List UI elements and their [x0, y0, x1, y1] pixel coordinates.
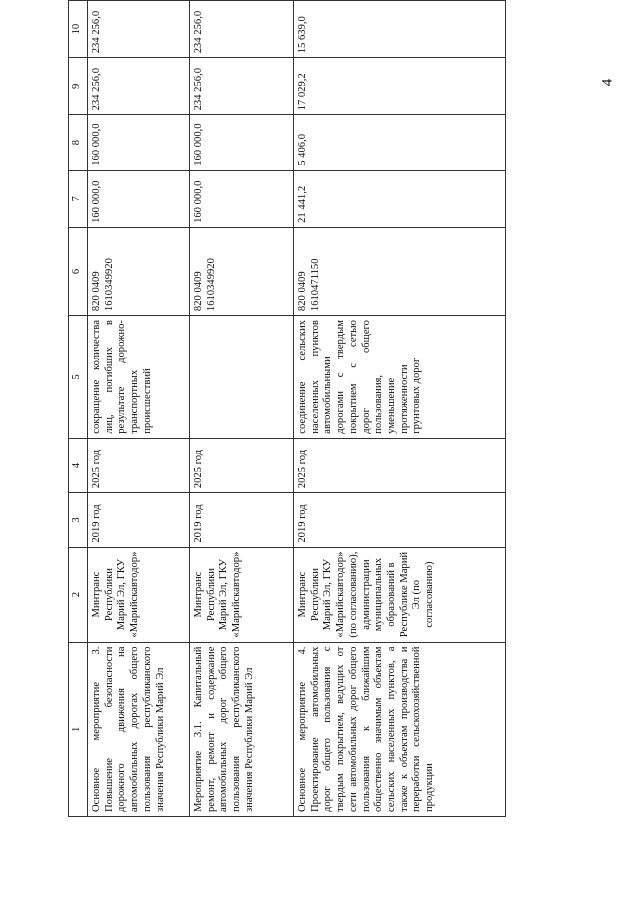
- cell-start-year: 2019 год: [88, 493, 190, 547]
- col-header-6: 6: [69, 227, 88, 315]
- cell-end-year: 2025 год: [88, 438, 190, 492]
- cell-result: соединение сельских населенных пунктов автомобильными дорогами с твердым покрытием с сетью дорог общего пользования, уменьшение протяженности грунтовых дорог: [294, 316, 506, 439]
- page-number: 4: [598, 78, 615, 87]
- cell-budget-code: 820 0409 1610349920: [190, 227, 294, 315]
- cell-executor: Минтранс Республики Марий Эл, ГКУ «Марийскавтодор» (по согласованию), администрации муниципальных образований в Республике Марий Эл (по согласованию): [294, 547, 506, 642]
- col-header-8: 8: [69, 115, 88, 170]
- cell-value-7: 21 441,2: [294, 170, 506, 227]
- cell-value-10: 234 256,0: [88, 1, 190, 58]
- cell-executor: Минтранс Республики Марий Эл, ГКУ «Марийскавтодор»: [190, 547, 294, 642]
- cell-value-10: 15 639,0: [294, 1, 506, 58]
- cell-start-year: 2019 год: [190, 493, 294, 547]
- col-header-3: 3: [69, 493, 88, 547]
- col-header-1: 1: [69, 642, 88, 816]
- cell-value-8: 5 406,0: [294, 115, 506, 170]
- table-row: [88, 1, 190, 817]
- cell-measure: Основное мероприятие 3. Повышение безопасности дорожного движения на автомобильных дорогах общего пользования республиканского значения Республики Марий Эл: [88, 642, 190, 816]
- cell-value-9: 234 256,0: [88, 58, 190, 115]
- cell-result: сокращение количества лиц, погибших в результате дорожно-транспортных происшествий: [88, 316, 190, 439]
- cell-executor: Минтранс Республики Марий Эл, ГКУ «Марийскавтодор»: [88, 547, 190, 642]
- table-row: [294, 1, 506, 817]
- cell-end-year: 2025 год: [190, 438, 294, 492]
- cell-budget-code: 820 0409 1610349920: [88, 227, 190, 315]
- cell-value-9: 17 029,2: [294, 58, 506, 115]
- cell-value-8: 160 000,0: [88, 115, 190, 170]
- table-row: [190, 1, 294, 817]
- cell-value-7: 160 000,0: [190, 170, 294, 227]
- cell-end-year: 2025 год: [294, 438, 506, 492]
- cell-value-8: 160 000,0: [190, 115, 294, 170]
- col-header-4: 4: [69, 438, 88, 492]
- col-header-9: 9: [69, 58, 88, 115]
- header-row: [69, 1, 88, 817]
- col-header-7: 7: [69, 170, 88, 227]
- program-table: [68, 0, 506, 817]
- col-header-5: 5: [69, 316, 88, 439]
- cell-value-10: 234 256,0: [190, 1, 294, 58]
- cell-measure: Основное мероприятие 4. Проектирование автомобильных дорог общего пользования с твердым покрытием, ведущих от сети автомобильных дорог общего пользования к ближайшим общественно значимым объектам сельских населенных пунктов, а также к объектам производства и переработки сельскохозяйственной продукции: [294, 642, 506, 816]
- col-header-2: 2: [69, 547, 88, 642]
- cell-measure: Мероприятие 3.1. Капитальный ремонт, ремонт и содержание автомобильных дорог общего пользования республиканского значения Республики Марий Эл: [190, 642, 294, 816]
- cell-value-9: 234 256,0: [190, 58, 294, 115]
- cell-result: [190, 316, 294, 439]
- cell-start-year: 2019 год: [294, 493, 506, 547]
- cell-value-7: 160 000,0: [88, 170, 190, 227]
- cell-budget-code: 820 0409 1610471150: [294, 227, 506, 315]
- col-header-10: 10: [69, 1, 88, 58]
